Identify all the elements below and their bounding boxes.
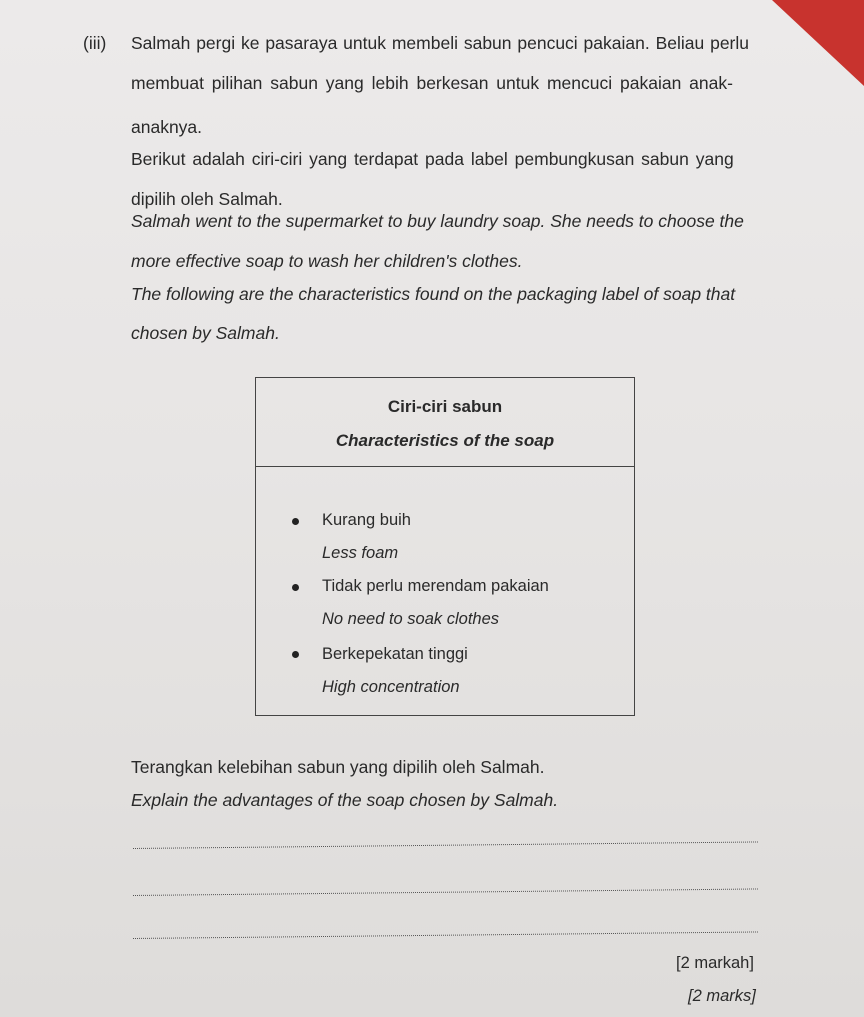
question-text-en-line-3: The following are the characteristics found on the packaging label of soap that	[131, 284, 736, 304]
characteristic-2-en: No need to soak clothes	[322, 610, 500, 628]
answer-line-3[interactable]	[133, 931, 758, 939]
table-title-ms: Ciri-ciri sabun	[387, 397, 503, 416]
answer-line-2[interactable]	[133, 888, 758, 896]
question-text-en-line-1: Salmah went to the supermarket to buy laundry soap. She needs to choose the	[131, 211, 744, 231]
instruction-ms: Terangkan kelebihan sabun yang dipilih oleh Salmah.	[131, 757, 545, 777]
marks-ms: [2 markah]	[676, 954, 754, 972]
soap-characteristics-table	[255, 377, 635, 716]
question-text-ms-line-4: Berikut adalah ciri-ciri yang terdapat pada label pembungkusan sabun yang	[131, 149, 734, 169]
characteristic-3-ms: Berkepekatan tinggi	[322, 645, 468, 663]
characteristic-1-ms: Kurang buih	[322, 511, 411, 529]
instruction-en: Explain the advantages of the soap chosen by Salmah.	[131, 790, 559, 810]
characteristic-2-ms: Tidak perlu merendam pakaian	[322, 577, 549, 595]
answer-line-1[interactable]	[133, 841, 758, 849]
characteristic-1-en: Less foam	[322, 544, 399, 562]
bullet-icon	[292, 518, 299, 525]
question-text-ms-line-2: membuat pilihan sabun yang lebih berkesan untuk mencuci pakaian anak-	[131, 73, 733, 93]
characteristic-3-en: High concentration	[322, 678, 460, 696]
question-text-en-line-4: chosen by Salmah.	[131, 323, 280, 343]
question-text-en-line-2: more effective soap to wash her children's clothes.	[131, 251, 523, 271]
question-number: (iii)	[83, 33, 107, 53]
table-header	[256, 378, 634, 467]
bullet-icon	[292, 651, 299, 658]
table-title-en: Characteristics of the soap	[335, 431, 555, 450]
question-text-ms-line-1: Salmah pergi ke pasaraya untuk membeli sabun pencuci pakaian. Beliau perlu	[131, 33, 750, 53]
bullet-icon	[292, 584, 299, 591]
question-text-ms-line-5: dipilih oleh Salmah.	[131, 189, 283, 209]
marks-en: [2 marks]	[688, 987, 756, 1005]
question-text-ms-line-3: anaknya.	[131, 117, 203, 137]
red-corner-decoration	[744, 0, 864, 86]
